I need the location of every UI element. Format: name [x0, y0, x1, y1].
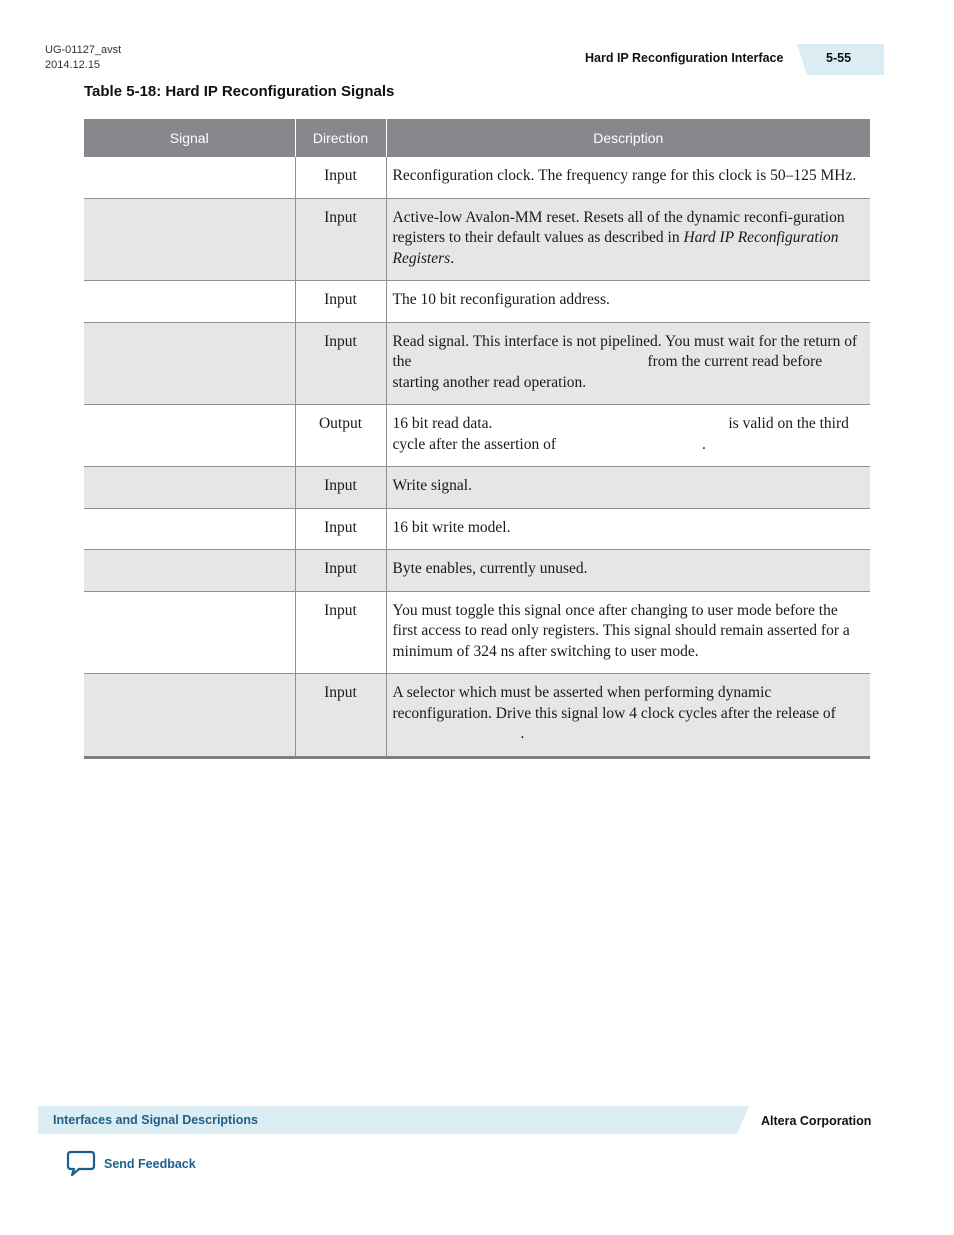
description-cell — [386, 198, 870, 281]
signal-cell — [84, 550, 295, 592]
direction-cell: Input — [295, 674, 386, 758]
table-header-row — [84, 119, 870, 157]
description-text: 16 bit read data. — [392, 415, 493, 432]
column-header-direction: Direction — [295, 119, 386, 157]
description-cell — [386, 674, 870, 758]
description-text: A selector which must be asserted when performing dynamic reconfiguration. Drive this signal low 4 clock cycles after the release of — [392, 684, 836, 722]
direction-cell: Input — [295, 550, 386, 592]
description-cell: Write signal. — [386, 467, 870, 509]
description-cell — [386, 405, 870, 467]
signal-cell — [84, 508, 295, 550]
description-cell: Byte enables, currently unused. — [386, 550, 870, 592]
send-feedback-label[interactable]: Send Feedback — [104, 1157, 196, 1171]
table-row — [84, 157, 870, 198]
signal-cell — [84, 674, 295, 758]
table-row — [84, 322, 870, 405]
document-id — [45, 43, 121, 73]
doc-number: UG-01127_avst — [45, 44, 122, 56]
direction-cell: Input — [295, 591, 386, 674]
table-row — [84, 281, 870, 323]
table-row — [84, 550, 870, 592]
table-row — [84, 198, 870, 281]
signal-cell — [84, 157, 295, 198]
table-row — [84, 591, 870, 674]
description-text: from the current read before starting another read operation. — [392, 353, 823, 391]
footer-section-link[interactable]: Interfaces and Signal Descriptions — [53, 1113, 258, 1127]
cross-reference: Hard IP Reconfiguration Registers — [392, 229, 839, 267]
description-text: . — [520, 725, 525, 742]
description-cell: Reconfiguration clock. The frequency range for this clock is 50–125 MHz. — [386, 157, 870, 198]
signal-cell — [84, 322, 295, 405]
description-text: is valid on the third cycle after the assertion of — [392, 415, 849, 453]
description-text: . — [702, 435, 706, 453]
running-title: Hard IP Reconfiguration Interface — [585, 51, 784, 65]
description-text: Active-low Avalon-MM reset. Resets all of the dynamic reconfi-guration registers to their default values as described in — [392, 208, 845, 246]
description-text: . — [450, 249, 455, 267]
table-caption: Table 5-18: Hard IP Reconfiguration Signals — [84, 83, 395, 100]
direction-cell: Input — [295, 508, 386, 550]
signals-table — [84, 119, 870, 759]
signal-cell — [84, 467, 295, 509]
direction-cell: Input — [295, 322, 386, 405]
table-row — [84, 674, 870, 758]
direction-cell: Input — [295, 467, 386, 509]
description-cell: The 10 bit reconfiguration address. — [386, 281, 870, 323]
signal-cell — [84, 198, 295, 281]
send-feedback-link[interactable] — [66, 1150, 196, 1178]
doc-date: 2014.12.15 — [45, 59, 101, 71]
direction-cell: Input — [295, 281, 386, 323]
table-row — [84, 405, 870, 467]
description-text: Read signal. This interface is not pipelined. You must wait for the return of the — [392, 332, 858, 370]
signal-cell — [84, 405, 295, 467]
column-header-signal: Signal — [84, 119, 295, 157]
table-row — [84, 467, 870, 509]
direction-cell: Input — [295, 157, 386, 198]
direction-cell: Output — [295, 405, 386, 467]
direction-cell: Input — [295, 198, 386, 281]
description-cell: 16 bit write model. — [386, 508, 870, 550]
page-number: 5-55 — [826, 51, 852, 65]
description-cell — [386, 322, 870, 405]
table-row — [84, 508, 870, 550]
description-cell: You must toggle this signal once after changing to user mode before the first access to read only registers. This signal should remain asserted for a minimum of 324 ns after switching to user mode. — [386, 591, 870, 674]
signal-cell — [84, 591, 295, 674]
footer-company: Altera Corporation — [761, 1114, 872, 1128]
signal-cell — [84, 281, 295, 323]
column-header-description: Description — [386, 119, 870, 157]
speech-bubble-icon — [66, 1150, 96, 1178]
